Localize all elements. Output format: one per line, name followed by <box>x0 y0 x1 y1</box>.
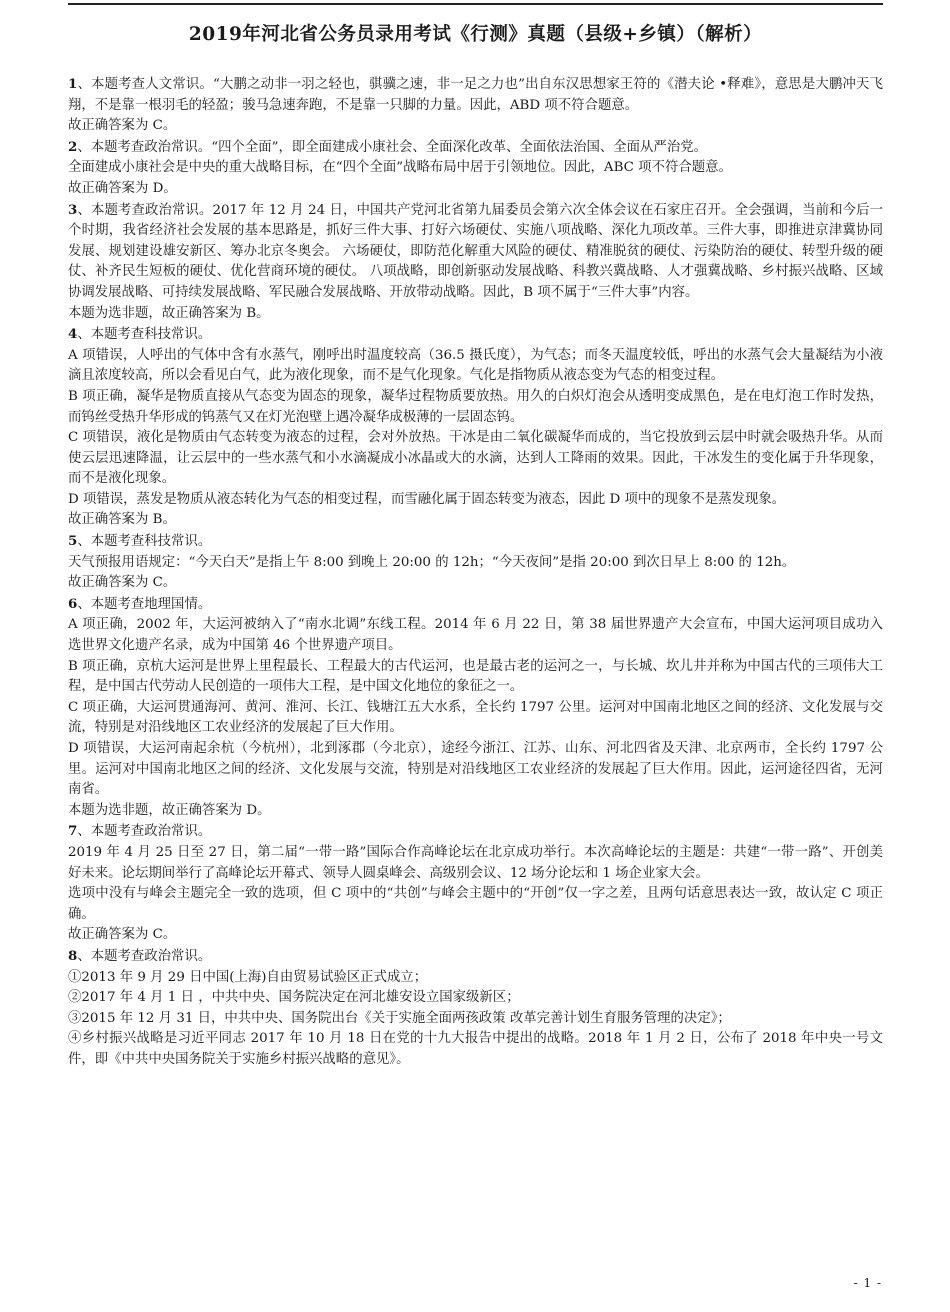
question-4-paragraph: A 项错误，人呼出的气体中含有水蒸气，刚呼出时温度较高（36.5 摄氏度），为气态；而冬天温度较低，呼出的水蒸气会大量凝结为小液滴且浓度较高，所以会看见白气，此为液化现象，而不是气化现象。气化是指物质从液态变为气态的相变过程。 <box>68 347 883 384</box>
question-8-heading <box>68 946 883 968</box>
question-3-paragraph: 本题为选非题，故正确答案为 B。 <box>68 305 270 321</box>
document-title: 2019年河北省公务员录用考试《行测》真题（县级+乡镇）（解析） <box>188 24 763 45</box>
question-8-paragraph: ④乡村振兴战略是习近平同志 2017 年 10 月 18 日在党的十九大报告中提出的战略。2018 年 1 月 2 日，公布了 2018 年中央一号文件，即《中共中央国务院关于实施乡村振兴战略的意见》。 <box>68 1031 883 1067</box>
question-heading-text: 、本题考查政治常识。2017 年 12 月 24 日，中国共产党河北省第九届委员会第六次全体会议在石家庄召开。全会强调，当前和今后一个时期，我省经济社会发展的基本思路是，抓好三件大事、打好六场硬仗、实施八项战略、深化九项改革。三件大事，即推进京津冀协同发展、规划建设雄安新区、筹办北京冬奥会。 六场硬仗，即防范化解重大风险的硬仗、精准脱贫的硬仗、污染防治的硬仗、转型升级的硬仗、补齐民生短板的硬仗、优化营商环境的硬仗。 八项战略，即创新驱动发展战略、科教兴冀战略、人才强冀战略、乡村振兴战略、区域协调发展战略、可持续发展战略、军民融合发展战略、开放带动战略。因此，B 项不属于“三件大事”内容。 <box>68 202 883 300</box>
question-6-heading <box>68 594 883 616</box>
question-8-paragraph: ③2015 年 12 月 31 日，中共中央、国务院出台《关于实施全面两孩政策 改革完善计划生育服务管理的决定》； <box>68 1010 731 1026</box>
question-8-paragraph: ②2017 年 4 月 1 日 ，中共中央、国务院决定在河北雄安设立国家级新区； <box>68 990 520 1006</box>
question-number: 6 <box>68 595 78 612</box>
document-body <box>68 74 883 1071</box>
question-heading-text: 、本题考查政治常识。 <box>77 824 212 840</box>
question-4-heading <box>68 324 883 346</box>
header-rule <box>68 3 883 5</box>
question-5-paragraph: 故正确答案为 C。 <box>68 575 177 591</box>
question-6-paragraph: B 项正确，京杭大运河是世界上里程最长、工程最大的古代运河，也是最古老的运河之一，与长城、坎儿井并称为中国古代的三项伟大工程，是中国古代劳动人民创造的一项伟大工程，是中国文化地位的象征之一。 <box>68 658 883 695</box>
question-6-paragraph: C 项正确，大运河贯通海河、黄河、淮河、长江、钱塘江五大水系，全长约 1797 公里。运河对中国南北地区之间的经济、文化发展与交流，特别是对沿线地区工农业经济的发展起了巨大作用。 <box>68 699 883 736</box>
question-2-paragraph: 全面建成小康社会是中央的重大战略目标，在“四个全面”战略布局中居于引领地位。因此，ABC 项不符合题意。 <box>68 160 732 176</box>
question-7-paragraph: 2019 年 4 月 25 日至 27 日，第二届“一带一路”国际合作高峰论坛在北京成功举行。本次高峰论坛的主题是：共建“一带一路”、开创美好未来。论坛期间举行了高峰论坛开幕式、领导人圆桌峰会、高级别会议、12 场分论坛和 1 场企业家大会。 <box>68 844 883 881</box>
question-2-paragraph: 故正确答案为 D。 <box>68 180 177 196</box>
question-6-paragraph: A 项正确，2002 年，大运河被纳入了“南水北调”东线工程。2014 年 6 月 22 日，第 38 届世界遗产大会宣布，中国大运河项目成功入选世界文化遗产名录，成为中国第 46 个世界遗产项目。 <box>68 617 883 654</box>
question-3-heading <box>68 200 883 304</box>
question-heading-text: 、本题考查科技常识。 <box>77 327 212 343</box>
question-number: 7 <box>68 823 78 840</box>
question-7-heading <box>68 821 883 843</box>
question-4-paragraph: C 项错误，液化是物质由气态转变为液态的过程，会对外放热。干冰是由二氧化碳凝华而成的，当它投放到云层中时就会吸热升华。从而使云层迅速降温，让云层中的一些水蒸气和小水滴凝成小冰晶或大的水滴，达到人工降雨的效果。因此，干冰发生的变化属于升华现象，而不是液化现象。 <box>68 430 883 487</box>
question-heading-text: 、本题考查政治常识。“四个全面”，即全面建成小康社会、全面深化改革、全面依法治国、全面从严治党。 <box>77 139 707 155</box>
question-4-paragraph: D 项错误，蒸发是物质从液态转化为气态的相变过程，而雪融化属于固态转变为液态，因此 D 项中的现象不是蒸发现象。 <box>68 491 786 507</box>
page-number: - 1 - <box>853 1276 882 1290</box>
question-1-paragraph: 故正确答案为 C。 <box>68 118 177 134</box>
question-number: 1 <box>68 76 78 92</box>
question-7-paragraph: 故正确答案为 C。 <box>68 927 177 943</box>
question-number: 3 <box>68 201 78 218</box>
question-heading-text: 、本题考查人文常识。“大鹏之动非一羽之轻也，骐骥之速，非一足之力也”出自东汉思想家王符的《潜夫论 •释难》，意思是大鹏冲天飞翔，不是靠一根羽毛的轻盈；骏马急速奔跑，不是靠一只脚的力量。因此，ABD 项不符合题意。 <box>68 77 883 113</box>
question-2-heading <box>68 137 883 159</box>
question-heading-text: 、本题考查政治常识。 <box>77 948 212 964</box>
question-4-paragraph: 故正确答案为 B。 <box>68 512 176 528</box>
question-5-paragraph: 天气预报用语规定：“今天白天”是指上午 8:00 到晚上 20:00 的 12h；“今天夜间”是指 20:00 到次日早上 8:00 的 12h。 <box>68 554 796 570</box>
question-number: 5 <box>68 533 78 550</box>
question-7-paragraph: 选项中没有与峰会主题完全一致的选项，但 C 项中的“共创”与峰会主题中的“开创”仅一字之差，且两句话意思表达一致，故认定 C 项正确。 <box>68 886 883 922</box>
question-6-paragraph: D 项错误，大运河南起余杭（今杭州），北到涿郡（今北京），途经今浙江、江苏、山东、河北四省及天津、北京两市，全长约 1797 公里。运河对中国南北地区之间的经济、文化发展与交流，特别是对沿线地区工农业经济的发展起了巨大作用。因此，运河途径四省，无河南省。 <box>68 741 883 798</box>
question-number: 4 <box>68 326 78 343</box>
question-number: 2 <box>68 138 78 155</box>
question-1-heading <box>68 74 883 116</box>
question-number: 8 <box>68 947 78 964</box>
question-8-paragraph: ①2013 年 9 月 29 日中国(上海)自由贸易试验区正式成立； <box>68 969 428 985</box>
question-6-paragraph: 本题为选非题，故正确答案为 D。 <box>68 802 271 818</box>
question-4-paragraph: B 项正确，凝华是物质直接从气态变为固态的现象，凝华过程物质要放热。用久的白炽灯泡会从透明变成黑色，是在电灯泡工作时发热，而钨丝受热升华形成的钨蒸气又在灯光泡壁上遇冷凝华成极薄的一层固态钨。 <box>68 388 883 425</box>
question-heading-text: 、本题考查地理国情。 <box>77 596 212 612</box>
question-5-heading <box>68 531 883 553</box>
question-heading-text: 、本题考查科技常识。 <box>77 534 212 550</box>
